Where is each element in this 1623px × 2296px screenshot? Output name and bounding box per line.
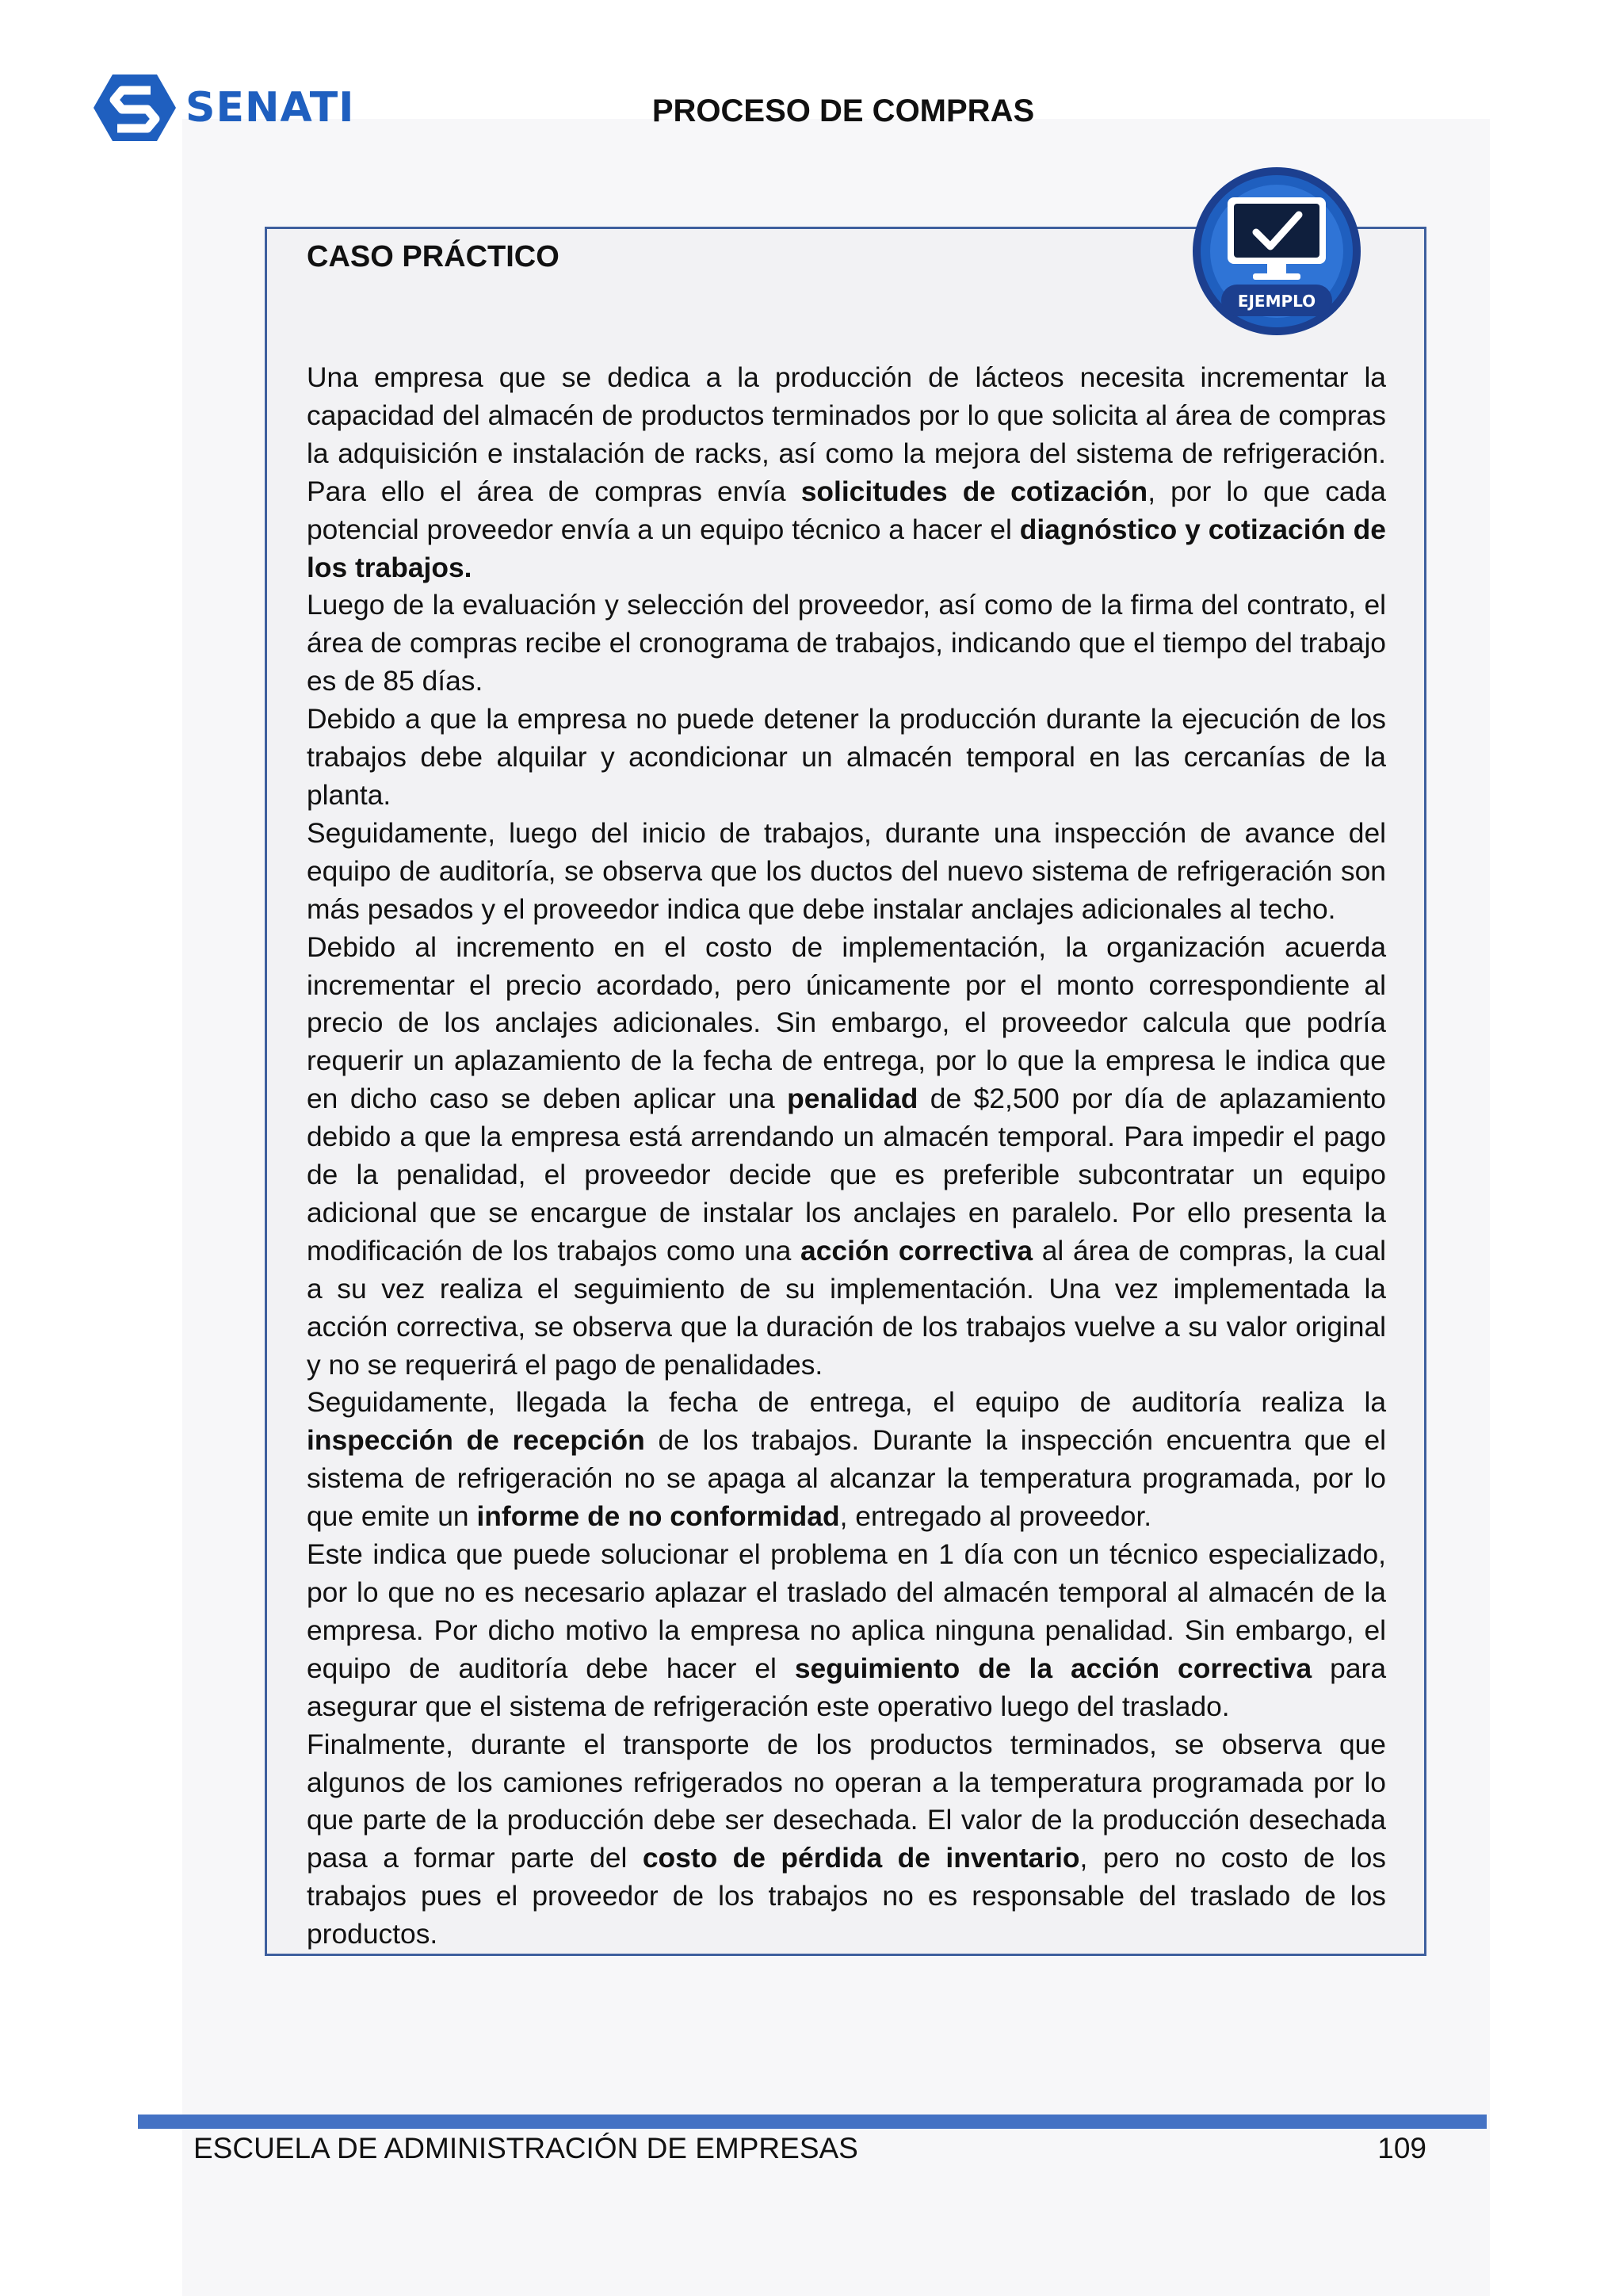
bold-term: seguimiento de la acción correctiva [794,1652,1312,1684]
text-run: para asegurar que el sistema de refrigeración este operativo luego del traslado. [307,1652,1386,1722]
bold-term: diagnóstico y cotización de los trabajos. [307,513,1386,583]
case-paragraph [307,359,1386,586]
case-paragraph [307,1384,1386,1536]
text-run: al área de compras, la cual a su vez realiza el seguimiento de su implementación. Una vez implementada la acción correctiva, se observa que la duración de los trabajos vuelve a su valor original y no se requerirá el pago de penalidades. [307,1234,1386,1381]
text-run: Luego de la evaluación y selección del proveedor, así como de la firma del contrato, el área de compras recibe el cronograma de trabajos, indicando que el tiempo del trabajo es de 85 días. [307,589,1386,697]
text-run: Debido al incremento en el costo de implementación, la organización acuerda incrementar el precio acordado, pero únicamente por el monto correspondiente al precio de los anclajes adicionales. Sin embargo, el proveedor calcula que podría requerir un aplazamiento de la fecha de entrega, por lo que la empresa le indica que en dicho caso se deben aplicar una [307,930,1386,1115]
case-paragraph [307,1536,1386,1726]
case-paragraph [307,929,1386,1385]
logo-text: SENATI [185,84,355,132]
monitor-check-icon [1190,164,1364,338]
text-run: de los trabajos. Durante la inspección encuentra que el sistema de refrigeración no se apaga al alcanzar la temperatura programada, por lo que emite un [307,1424,1386,1533]
bold-term: penalidad [787,1083,918,1115]
text-run: Este indica que puede solucionar el problema en 1 día con un técnico especializado, por lo que no es necesario aplazar el traslado del almacén temporal al almacén de la empresa. Por dicho motivo la empresa no aplica ninguna penalidad. Sin embargo, el equipo de auditoría debe hacer el [307,1538,1386,1684]
case-box [265,227,1426,1956]
text-run: de $2,500 por día de aplazamiento debido a que la empresa está arrendando un almacén temporal. Para impedir el pago de la penalidad, el proveedor decide que es preferible subcontratar un equipo adicional que se encargue de instalar los anclajes en paralelo. Por ello presenta la modificación de los trabajos como una [307,1083,1386,1266]
case-paragraph [307,1726,1386,1954]
text-run: , entregado al proveedor. [839,1500,1152,1533]
case-heading: CASO PRÁCTICO [307,240,559,273]
badge-label: EJEMPLO [1237,292,1316,311]
case-paragraph [307,586,1386,701]
case-paragraph [307,815,1386,929]
text-run: , pero no costo de los trabajos pues el proveedor de los trabajos no es responsable del traslado de los productos. [307,1842,1387,1950]
bold-term: acción correctiva [800,1234,1033,1266]
footer-school: ESCUELA DE ADMINISTRACIÓN DE EMPRESAS [193,2132,858,2164]
case-paragraph [307,701,1386,815]
bold-term: costo de pérdida de inventario [642,1842,1080,1874]
bold-term: solicitudes de cotización [800,475,1148,507]
case-body [307,359,1386,1954]
page-title: PROCESO DE COMPRAS [651,94,1035,128]
bold-term: inspección de recepción [307,1424,645,1457]
text-run: Finalmente, durante el transporte de los productos terminados, se observa que algunos de los camiones refrigerados no operan a la temperatura programada por lo que parte de la producción debe ser desechada. El valor de la producción desechada pasa a formar parte del [307,1728,1386,1874]
bold-term: informe de no conformidad [476,1500,840,1533]
text-run: Seguidamente, llegada la fecha de entrega, el equipo de auditoría realiza la [307,1386,1386,1419]
footer-bar [138,2115,1487,2129]
page-number: 109 [1377,2132,1426,2164]
text-run: , por lo que cada potencial proveedor envía a un equipo técnico a hacer el [307,475,1386,545]
text-run: Una empresa que se dedica a la producción de lácteos necesita incrementar la capacidad del almacén de productos terminados por lo que solicita al área de compras la adquisición e instalación de racks, así como la mejora del sistema de refrigeración. Para ello el área de compras envía [307,361,1386,507]
text-run: Debido a que la empresa no puede detener la producción durante la ejecución de los trabajos debe alquilar y acondicionar un almacén temporal en las cercanías de la planta. [307,703,1386,811]
text-run: Seguidamente, luego del inicio de trabajos, durante una inspección de avance del equipo de auditoría, se observa que los ductos del nuevo sistema de refrigeración son más pesados y el proveedor indica que debe instalar anclajes adicionales al techo. [307,816,1386,925]
